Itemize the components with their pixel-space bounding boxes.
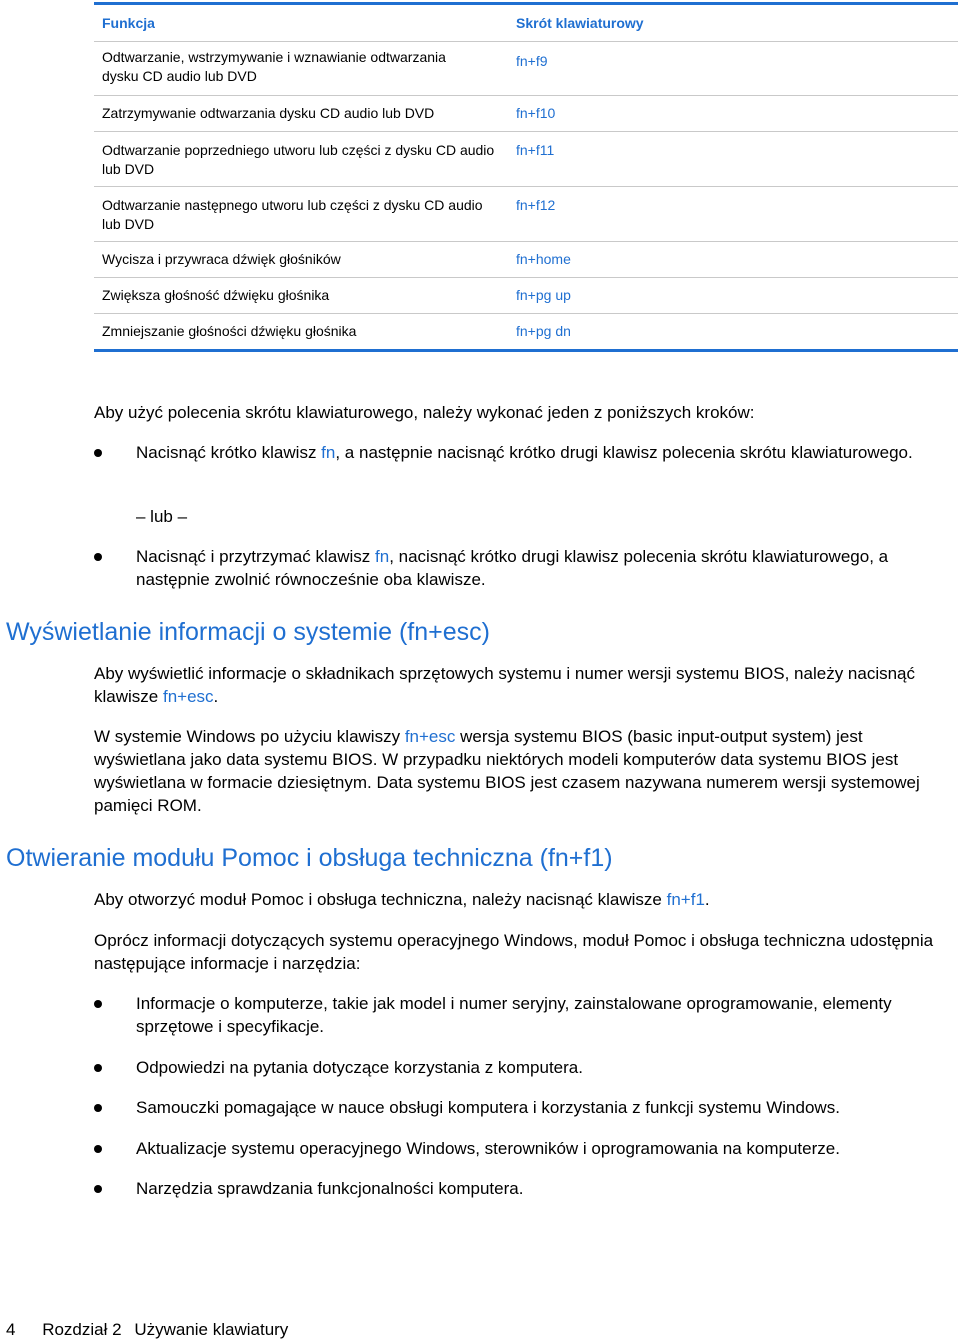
step-one-text-b: , a następnie nacisnąć krótko drugi klawisz polecenia skrótu klawiaturowego.	[335, 443, 913, 462]
bullet-icon	[94, 553, 102, 561]
table-cell-function: Zmniejszanie głośności dźwięku głośnika	[102, 323, 357, 339]
bullet-icon	[94, 1185, 102, 1193]
key-fn-esc: fn+esc	[162, 687, 214, 706]
step-two-text-b: , nacisnąć krótko drugi klawisz polecenia skrótu klawiaturowego, a następnie zwolnić równocześnie oba klawisze.	[136, 547, 889, 589]
table-row	[94, 314, 958, 349]
table-cell-function: Odtwarzanie, wstrzymywanie i wznawianie odtwarzania dysku CD audio lub DVD	[102, 49, 446, 84]
list-item-text: Odpowiedzi na pytania dotyczące korzystania z komputera.	[136, 1058, 583, 1077]
bullet-icon	[94, 1000, 102, 1008]
step-one	[94, 441, 958, 464]
table-cell-function: Odtwarzanie poprzedniego utworu lub części z dysku CD audio lub DVD	[102, 142, 495, 177]
table-cell-shortcut: fn+pg up	[516, 287, 571, 303]
table-cell-shortcut: fn+f12	[516, 197, 556, 213]
bullet-icon	[94, 1104, 102, 1112]
list-item	[94, 1056, 958, 1079]
table-row	[94, 132, 958, 187]
table-cell-function: Odtwarzanie następnego utworu lub części z dysku CD audio lub DVD	[102, 197, 483, 232]
system-info-paragraph-2: W systemie Windows po użyciu klawiszy fn+esc wersja systemu BIOS (basic input-output system) jest wyświetlana jako data systemu BIOS. W przypadku niektórych modeli komputerów data systemu BIOS jest wyświetlana w formacie dziesiętnym. Data systemu BIOS jest czasem nazywana numerem wersji systemowej pamięci ROM.	[94, 727, 920, 815]
table-cell-function: Zwiększa głośność dźwięku głośnika	[102, 287, 330, 303]
chapter-title: Używanie klawiatury	[134, 1320, 289, 1339]
list-item	[94, 1177, 958, 1200]
shortcut-table	[94, 2, 958, 352]
step-one-text-a: Nacisnąć krótko klawisz	[136, 443, 322, 462]
section-heading-help-support: Otwieranie modułu Pomoc i obsługa techniczna (fn+f1)	[6, 844, 613, 872]
bullet-icon	[94, 1064, 102, 1072]
help-support-paragraph-1: Aby otworzyć moduł Pomoc i obsługa techniczna, należy nacisnąć klawisze fn+f1.	[94, 890, 710, 909]
table-row	[94, 187, 958, 242]
list-item-text: Aktualizacje systemu operacyjnego Windows, sterowników i oprogramowania na komputerze.	[136, 1139, 840, 1158]
list-item	[94, 992, 958, 1038]
table-cell-function: Zatrzymywanie odtwarzania dysku CD audio lub DVD	[102, 105, 435, 121]
table-row	[94, 278, 958, 314]
table-cell-shortcut: fn+f9	[516, 53, 548, 69]
column-header-function: Funkcja	[102, 14, 155, 31]
table-cell-shortcut: fn+pg dn	[516, 323, 571, 339]
chapter-label: Rozdział 2	[42, 1320, 122, 1339]
page-footer	[6, 1318, 296, 1341]
table-header-row	[94, 5, 958, 42]
step-two-text-a: Nacisnąć i przytrzymać klawisz	[136, 547, 375, 566]
list-item	[94, 1096, 958, 1119]
or-separator: – lub –	[136, 507, 188, 526]
step-two	[94, 545, 958, 591]
system-info-paragraph-1: Aby wyświetlić informacje o składnikach sprzętowych systemu i numer wersji systemu BIOS, należy nacisnąć klawisze fn+esc.	[94, 664, 916, 706]
table-cell-shortcut: fn+f11	[516, 142, 555, 158]
table-row	[94, 42, 958, 96]
table-cell-function: Wycisza i przywraca dźwięk głośników	[102, 251, 341, 267]
step-one-key: fn	[321, 443, 336, 462]
key-fn-f1: fn+f1	[666, 890, 705, 909]
table-row	[94, 242, 958, 278]
help-support-paragraph-2: Oprócz informacji dotyczących systemu operacyjnego Windows, moduł Pomoc i obsługa techniczna udostępnia następujące informacje i narzędzia:	[94, 931, 934, 973]
bullet-icon	[94, 1145, 102, 1153]
step-two-key: fn	[375, 547, 390, 566]
table-cell-shortcut: fn+home	[516, 251, 571, 267]
list-item-text: Samouczki pomagające w nauce obsługi komputera i korzystania z funkcji systemu Windows.	[136, 1098, 840, 1117]
shortcut-intro: Aby użyć polecenia skrótu klawiaturowego, należy wykonać jeden z poniższych kroków:	[94, 403, 755, 422]
column-header-shortcut: Skrót klawiaturowy	[516, 14, 644, 31]
table-bottom-rule	[94, 349, 958, 352]
bullet-icon	[94, 449, 102, 457]
list-item-text: Informacje o komputerze, takie jak model i numer seryjny, zainstalowane oprogramowanie, elementy sprzętowe i specyfikacje.	[136, 994, 892, 1036]
page-number: 4	[6, 1320, 16, 1339]
list-item-text: Narzędzia sprawdzania funkcjonalności komputera.	[136, 1179, 524, 1198]
list-item	[94, 1137, 958, 1160]
table-row	[94, 96, 958, 132]
key-fn-esc: fn+esc	[404, 727, 456, 746]
table-cell-shortcut: fn+f10	[516, 105, 556, 121]
section-heading-system-info: Wyświetlanie informacji o systemie (fn+esc)	[6, 618, 490, 646]
